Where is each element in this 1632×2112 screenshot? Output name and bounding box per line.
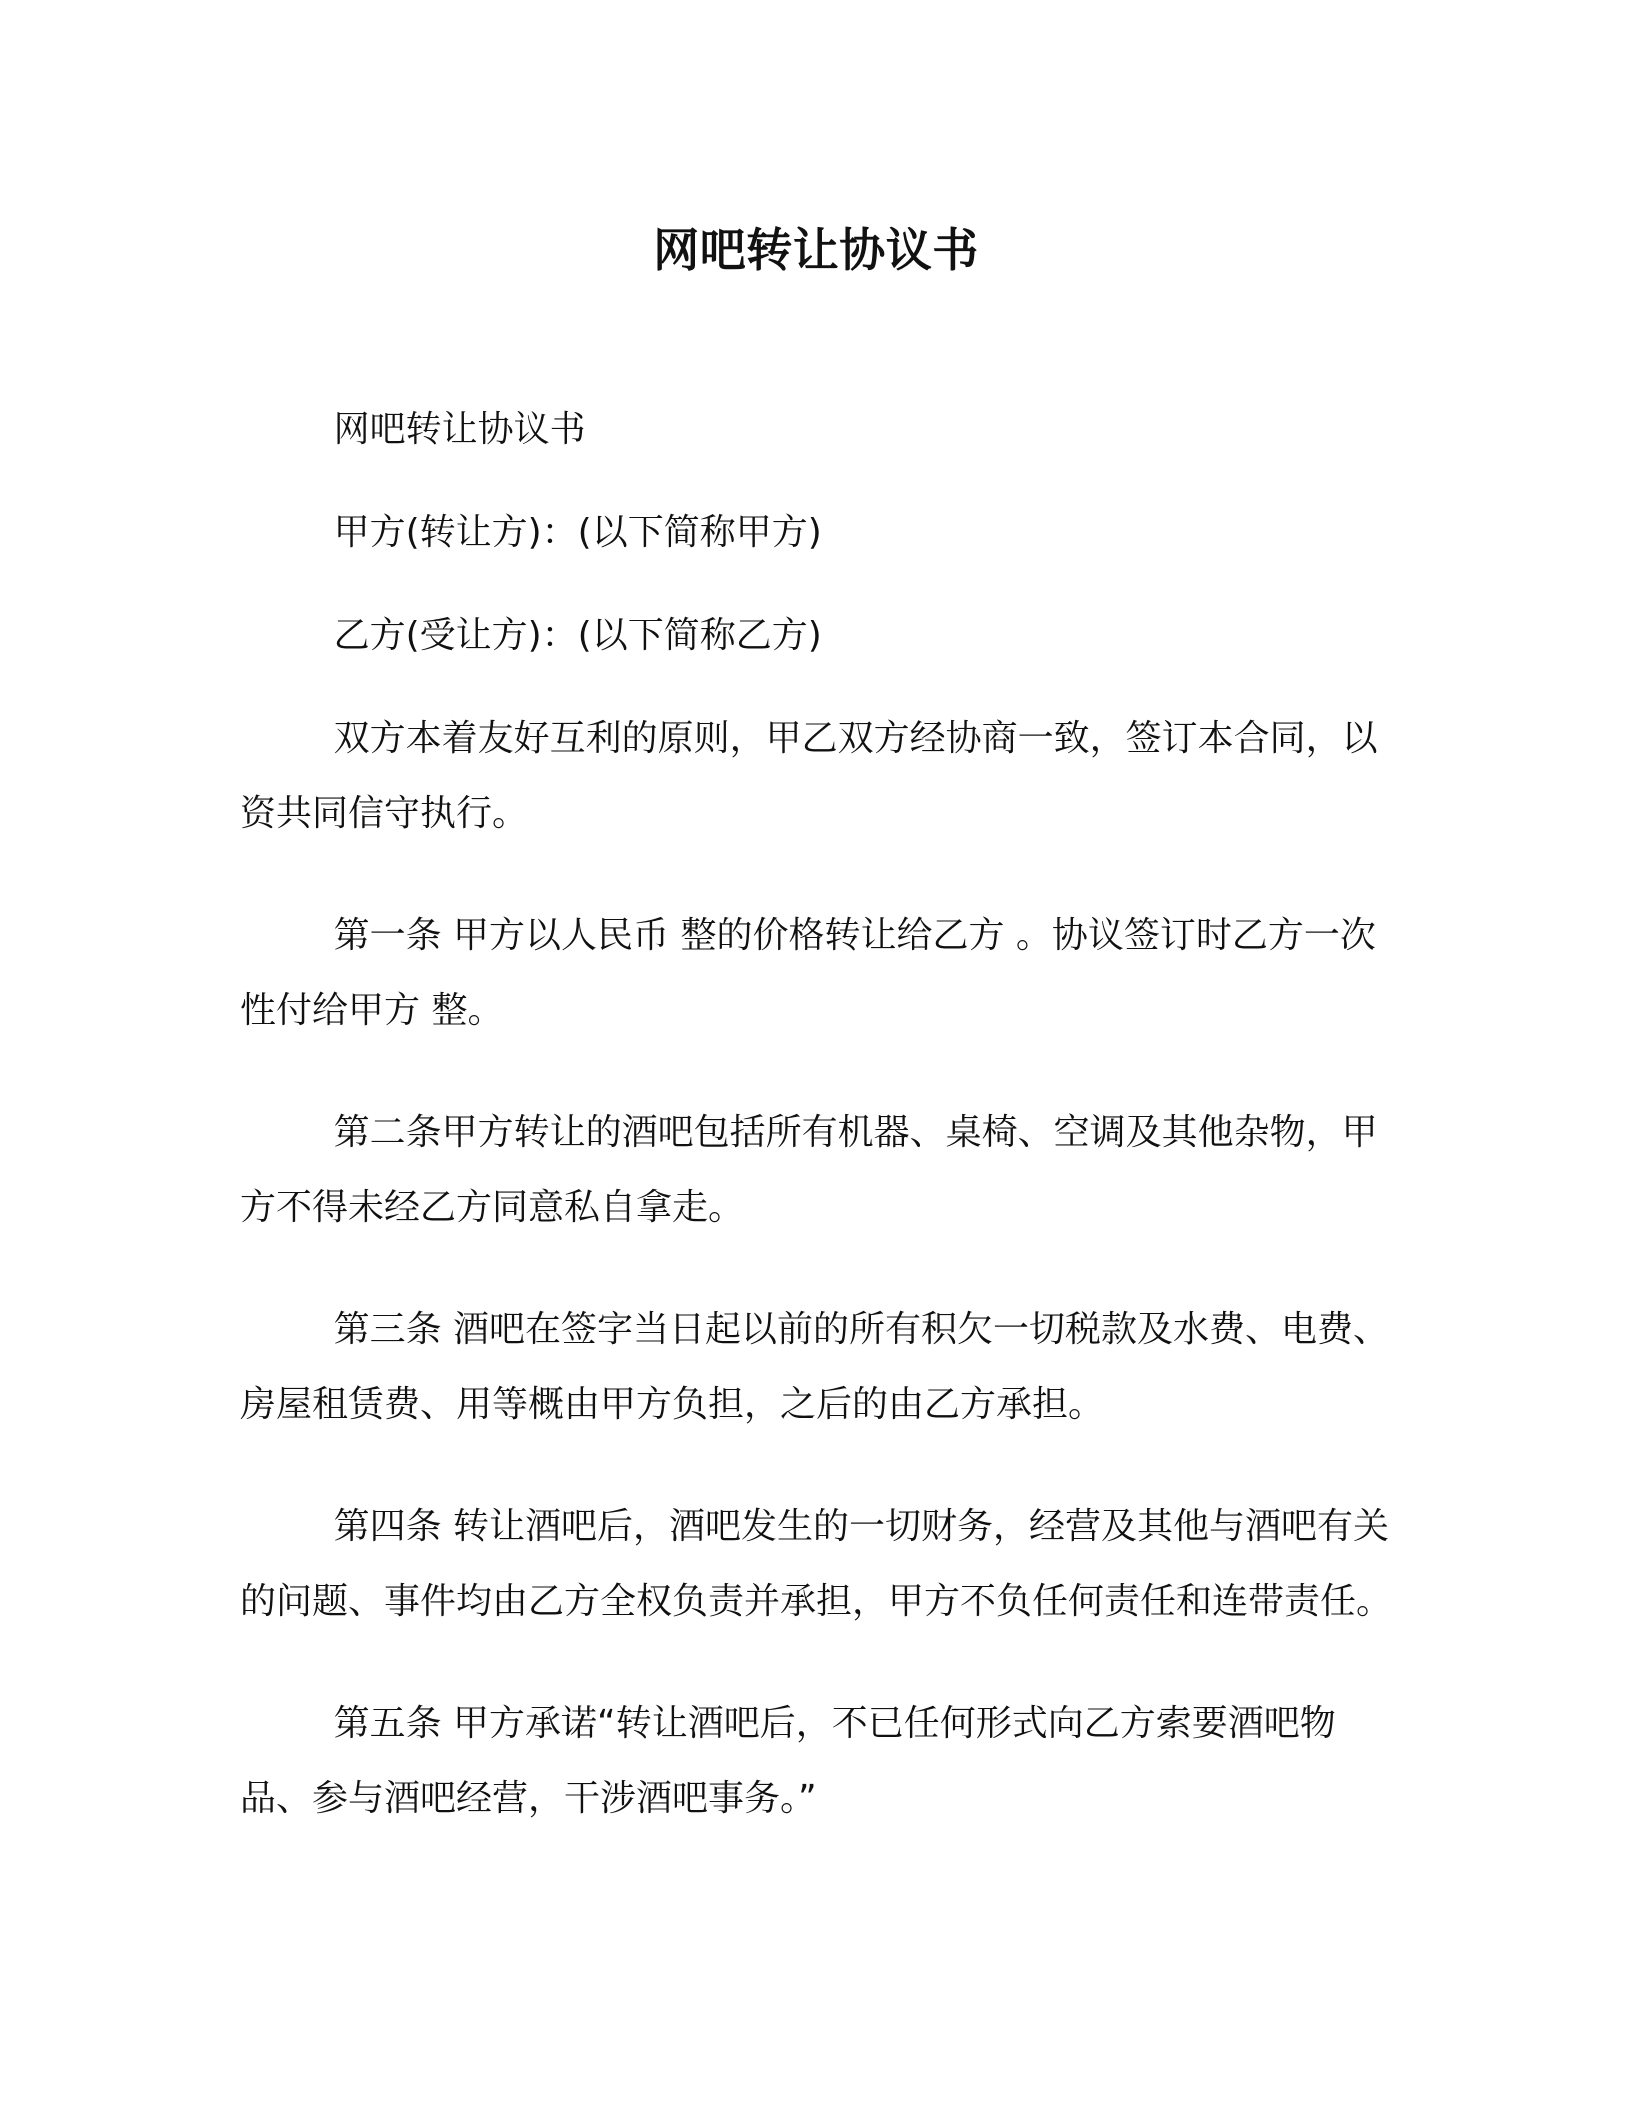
paragraph-article-1: 第一条 甲方以人民币 整的价格转让给乙方 。协议签订时乙方一次性付给甲方 整。 xyxy=(240,915,1376,1031)
document-title: 网吧转让协议书 xyxy=(653,223,979,277)
paragraph-article-2: 第二条甲方转让的酒吧包括所有机器、桌椅、空调及其他杂物，甲方不得未经乙方同意私自拿走。 xyxy=(240,1112,1378,1228)
document-body xyxy=(240,392,1400,1883)
paragraph-article-3: 第三条 酒吧在签字当日起以前的所有积欠一切税款及水费、电费、房屋租赁费、用等概由甲方负担，之后的由乙方承担。 xyxy=(240,1309,1390,1425)
paragraph-article-5: 第五条 甲方承诺“转让酒吧后，不已任何形式向乙方索要酒吧物品、参与酒吧经营，干涉酒吧事务。” xyxy=(240,1703,1336,1819)
paragraph-party-a: 甲方(转让方)：(以下简称甲方) xyxy=(333,512,822,553)
paragraph-preamble: 双方本着友好互利的原则，甲乙双方经协商一致，签订本合同，以资共同信守执行。 xyxy=(240,718,1378,834)
paragraph-article-4: 第四条 转让酒吧后，酒吧发生的一切财务，经营及其他与酒吧有关的问题、事件均由乙方全权负责并承担，甲方不负任何责任和连带责任。 xyxy=(240,1506,1393,1622)
paragraph-heading: 网吧转让协议书 xyxy=(333,409,586,450)
paragraph-party-b: 乙方(受让方)：(以下简称乙方) xyxy=(333,615,822,656)
